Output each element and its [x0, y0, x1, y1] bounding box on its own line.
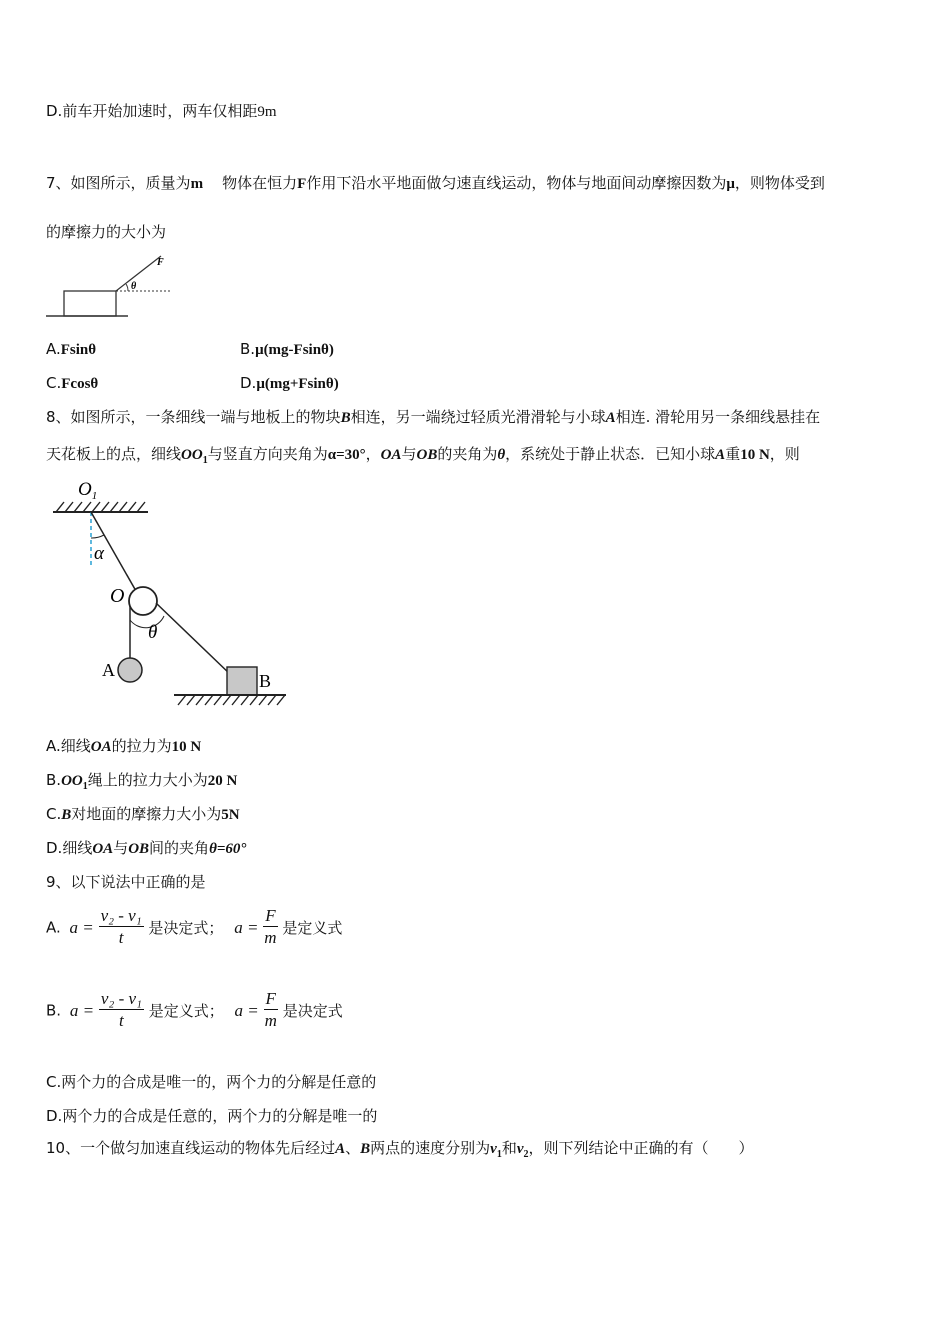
- alpha-label: α: [94, 543, 104, 564]
- stem-text: 如图所示，一条细线一端与地板上的物块: [70, 408, 341, 426]
- q7-options-row1: [46, 339, 334, 360]
- option-label: A.: [46, 737, 61, 755]
- subscript: 1: [202, 455, 208, 466]
- weight-value: 10 N: [740, 447, 770, 463]
- q8-stem-line2: [46, 444, 800, 471]
- option-symbol: OA: [90, 739, 112, 755]
- option-text: 是定义式: [282, 919, 343, 937]
- option-label: D.: [46, 839, 63, 857]
- stem-text: ，系统处于静止状态．已知小球: [505, 445, 716, 463]
- q8-stem-line1: [46, 407, 820, 428]
- theta-arc: [130, 616, 164, 628]
- subscript: 1: [82, 781, 88, 792]
- stem-text: 以下说法中正确的是: [70, 873, 206, 891]
- alpha-arc: [91, 535, 104, 538]
- stem-text: 相连. 滑轮用另一条细线悬挂在: [615, 408, 821, 426]
- option-text: 间的夹角: [149, 839, 210, 857]
- option-label: C.: [46, 805, 62, 823]
- formula-lhs: a =: [69, 917, 94, 937]
- option-text: 是决定式；: [148, 919, 224, 937]
- stem-text: ，: [365, 445, 381, 463]
- formula-lhs: a =: [234, 1000, 259, 1020]
- stem-text: 的夹角为: [437, 445, 498, 463]
- stem-text: 相连，另一端绕过轻质光滑滑轮与小球: [350, 408, 606, 426]
- distance-value: 9m: [257, 104, 277, 120]
- formula-lhs: a =: [234, 917, 259, 937]
- option-label: C.: [46, 1073, 62, 1091]
- ball-symbol: A: [605, 410, 616, 426]
- stem-text: 重: [725, 445, 741, 463]
- velocity-symbol: v: [516, 1141, 524, 1157]
- stem-text: 一个做匀加速直线运动的物体先后经过: [80, 1139, 336, 1157]
- stem-text: 和: [501, 1139, 517, 1157]
- theta-symbol: θ: [497, 447, 506, 463]
- stem-text: 、: [345, 1139, 361, 1157]
- stem-text: 作用下沿水平地面做匀速直线运动，物体与地面间动摩擦因数为: [306, 174, 727, 192]
- q7-stem-line1: [46, 173, 825, 194]
- fraction-numerator: F: [265, 906, 276, 925]
- option-label: D.: [46, 102, 63, 120]
- force-label: F: [157, 257, 164, 268]
- fraction: [264, 989, 278, 1032]
- q8-figure: [48, 478, 293, 713]
- stem-text: ，则物体受到: [734, 174, 825, 192]
- stem-text: 如图所示，质量为: [70, 174, 191, 192]
- option-symbol: OB: [128, 841, 150, 857]
- stem-text: 与竖直方向夹角为: [207, 445, 328, 463]
- q6-option-d: [46, 101, 277, 122]
- block-symbol: B: [340, 410, 351, 426]
- fraction-numerator: v₂ - v₁: [100, 989, 142, 1008]
- stem-text: ，则下列结论中正确的有（ ）: [528, 1139, 754, 1157]
- q8-option-a: [46, 736, 201, 757]
- option-label: D.: [46, 1107, 63, 1125]
- q7-option-b: [240, 339, 334, 360]
- q7-figure: [44, 250, 179, 320]
- pulley: [129, 587, 157, 615]
- mu-symbol: μ: [726, 176, 735, 192]
- option-value: 20 N: [207, 773, 238, 789]
- block: [64, 291, 116, 316]
- option-label: B.: [46, 1001, 62, 1020]
- option-text: 前车开始加速时，两车仅相距: [62, 102, 258, 120]
- option-text: 两个力的合成是任意的，两个力的分解是唯一的: [62, 1107, 378, 1125]
- ball-a-label: A: [102, 660, 115, 680]
- point-symbol: B: [360, 1141, 371, 1157]
- option-value: θ=60°: [209, 841, 247, 857]
- option-text: 是决定式: [282, 1002, 343, 1020]
- q8-option-b: [46, 770, 237, 797]
- o-label: O: [110, 585, 125, 607]
- stem-text: 与: [401, 445, 417, 463]
- option-label: A.: [46, 918, 61, 937]
- option-text: 与: [113, 839, 129, 857]
- option-text: 两个力的合成是唯一的，两个力的分解是任意的: [61, 1073, 377, 1091]
- block-b-label: B: [259, 671, 272, 691]
- option-label: A.: [46, 340, 61, 358]
- option-label: C.: [46, 374, 62, 392]
- q9-option-b: [46, 989, 343, 1032]
- force-symbol: F: [297, 176, 307, 192]
- force-arrow: [116, 256, 161, 291]
- option-text: 细线: [62, 839, 93, 857]
- point-symbol: A: [335, 1141, 346, 1157]
- option-value: μ(mg+Fsinθ): [256, 376, 339, 392]
- fraction: [99, 906, 144, 949]
- string-symbol: OA: [380, 447, 402, 463]
- question-number: 9、: [46, 873, 71, 891]
- fraction: [263, 906, 277, 949]
- stem-text: ，则: [769, 445, 800, 463]
- q9-option-c: [46, 1072, 376, 1092]
- option-text: 对地面的摩擦力大小为: [71, 805, 222, 823]
- formula-lhs: a =: [69, 1000, 95, 1020]
- option-label: D.: [240, 374, 257, 392]
- option-text: 的拉力为: [111, 737, 172, 755]
- stem-text: 天花板上的点，细线: [46, 445, 182, 463]
- mass-symbol: m: [190, 176, 204, 192]
- fraction-numerator: v₂ - v₁: [100, 906, 142, 925]
- block-b: [227, 667, 257, 695]
- angle-label: θ: [131, 281, 137, 292]
- option-text: 是定义式；: [148, 1002, 224, 1020]
- option-text: 细线: [60, 737, 91, 755]
- fraction-denominator: t: [118, 928, 124, 947]
- fraction-numerator: F: [265, 989, 276, 1008]
- q7-option-c: [46, 374, 98, 392]
- subscript: 2: [523, 1149, 529, 1160]
- q9-stem: [46, 872, 206, 892]
- string-symbol: OO: [181, 447, 203, 463]
- ball-a: [118, 658, 142, 682]
- ball-symbol: A: [715, 447, 726, 463]
- q9-option-a: [46, 906, 342, 949]
- string-symbol: OB: [416, 447, 438, 463]
- o1-label: $O_1$: [78, 479, 98, 502]
- option-value: μ(mg-Fsinθ): [255, 342, 334, 358]
- stem-text: 两点的速度分别为: [370, 1139, 491, 1157]
- ceiling-hatch: [56, 502, 145, 512]
- stem-text: 物体在恒力: [222, 174, 298, 192]
- option-value: Fsinθ: [60, 342, 97, 358]
- question-number: 8、: [46, 408, 71, 426]
- option-value: 10 N: [171, 739, 202, 755]
- option-symbol: B: [61, 807, 72, 823]
- floor-hatch: [178, 695, 285, 705]
- fraction-denominator: t: [119, 1011, 124, 1030]
- alpha-value: α=30°: [327, 447, 366, 463]
- option-label: B.: [240, 340, 256, 358]
- velocity-symbol: v: [490, 1141, 497, 1157]
- fraction-denominator: m: [264, 928, 277, 947]
- option-symbol: OA: [92, 841, 114, 857]
- option-value: 5N: [221, 807, 240, 823]
- question-number: 10、: [46, 1139, 81, 1157]
- q7-options-row2: [46, 373, 339, 394]
- fraction-denominator: m: [264, 1011, 277, 1030]
- q7-option-d: [240, 373, 339, 394]
- string-ob: [156, 603, 232, 676]
- q7-stem-line2: 的摩擦力的大小为: [46, 223, 167, 241]
- angle-arc: [126, 284, 128, 291]
- q8-option-d: [46, 838, 246, 859]
- option-value: Fcosθ: [61, 376, 99, 392]
- theta-label: θ: [148, 622, 158, 643]
- q9-option-d: [46, 1106, 377, 1126]
- q7-option-a: [46, 340, 96, 358]
- q8-option-c: [46, 804, 240, 825]
- question-number: 7、: [46, 174, 71, 192]
- option-symbol: OO: [61, 773, 83, 789]
- fraction: [99, 989, 144, 1032]
- q10-stem: [46, 1138, 754, 1165]
- option-label: B.: [46, 771, 62, 789]
- subscript: 1: [496, 1149, 502, 1160]
- option-text: 绳上的拉力大小为: [87, 771, 208, 789]
